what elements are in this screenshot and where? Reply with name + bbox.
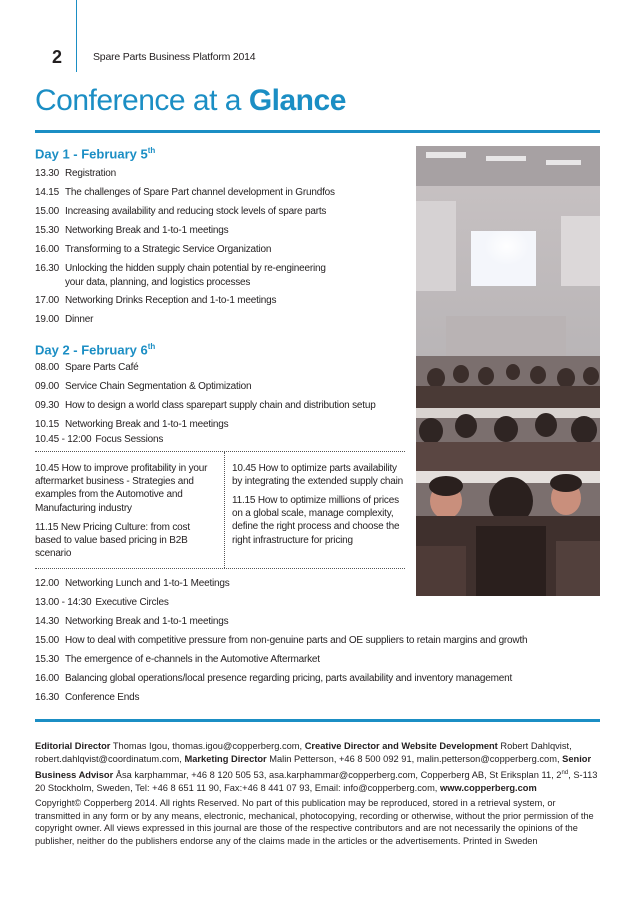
- day2-item: 10.45 - 12:00 Focus Sessions: [35, 434, 164, 445]
- day2-item: 09.30 How to design a world class sparepart supply chain and distribution setup: [35, 400, 376, 411]
- day2-item: 13.00 - 14:30 Executive Circles: [35, 597, 169, 608]
- day2-item: 16.00 Balancing global operations/local presence regarding pricing, parts availability and inventory management: [35, 673, 513, 684]
- session-left-2: 11.15 New Pricing Culture: from cost based to value based pricing in B2B scenario: [35, 522, 190, 560]
- day1-item-continuation: your data, planning, and logistics processes: [65, 277, 251, 288]
- day2-item: 08.00 Spare Parts Café: [35, 362, 139, 373]
- day2-item: 15.30 The emergence of e-channels in the Automotive Aftermarket: [35, 654, 320, 665]
- running-head: Spare Parts Business Platform 2014: [93, 51, 256, 63]
- day2-item: 16.30 Conference Ends: [35, 692, 140, 703]
- day2-item: 14.30 Networking Break and 1-to-1 meetings: [35, 616, 229, 627]
- conference-photo: [416, 146, 600, 596]
- day1-heading: Day 1 - February 5th: [35, 146, 156, 162]
- copyright-notice: Copyright© Copperberg 2014. All rights Reserved. No part of this publication may be reproduced, stored in a retrieval system, or transmitted in any form or by any means, electronic, mechanical, photocopying, recording or otherwise, without the prior permission of the copyright owner. All views expressed in this journal are those of the respective contributors and are not necessarily the opinions of the publisher, neither do the publishers endorse any of the claims made in the articles or the advertisements. Printed in Sweden: [35, 798, 594, 846]
- day1-item: 13.30 Registration: [35, 168, 116, 179]
- day1-item: 19.00 Dinner: [35, 314, 94, 325]
- page-title: [35, 84, 346, 118]
- title-rule: [35, 130, 600, 133]
- footer-rule: [35, 719, 600, 722]
- day1-item: 14.15 The challenges of Spare Part channel development in Grundfos: [35, 187, 335, 198]
- sessions-divider: [224, 452, 225, 568]
- page-number: 2: [52, 47, 63, 67]
- header-divider: [76, 0, 77, 72]
- session-left-1: 10.45 How to improve profitability in your aftermarket business - Strategies and examples from the Automotive and Manufacturing industry: [35, 463, 208, 514]
- credits: Editorial Director Thomas Igou, thomas.igou@copperberg.com, Creative Director and Website Development Robert Dahlqvist, robert.dahlqvist@coordinatum.com, Marketing Director Malin Petterson, +46 8 500 092 91, malin.petterson@copperberg.com, Senior Business Advisor Åsa karphammar, +46 8 120 505 53, asa.karphammar@copperberg.com, Copperberg AB, St Eriksplan 11, 2nd, S-113 20 Stockholm, Sweden, Tel: +46 8 651 11 90, Fax:+46 8 441 07 93, Email: info@copperberg.com, www.copperberg.com: [35, 741, 598, 793]
- session-right-1: 10.45 How to optimize parts availability by integrating the extended supply chain: [232, 463, 404, 488]
- day2-item: 12.00 Networking Lunch and 1-to-1 Meetings: [35, 578, 230, 589]
- session-right-2: 11.15 How to optimize millions of prices on a global scale, manage complexity, define the right process and choose the right infrastructure for pricing: [232, 495, 400, 546]
- day1-item: 15.00 Increasing availability and reducing stock levels of spare parts: [35, 206, 327, 217]
- day1-item: 15.30 Networking Break and 1-to-1 meetings: [35, 225, 229, 236]
- day1-item: 17.00 Networking Drinks Reception and 1-to-1 meetings: [35, 295, 277, 306]
- sessions-bottom-rule: [35, 568, 405, 569]
- day2-item: 09.00 Service Chain Segmentation & Optimization: [35, 381, 252, 392]
- day1-item: 16.00 Transforming to a Strategic Service Organization: [35, 244, 272, 255]
- day2-heading: Day 2 - February 6th: [35, 342, 156, 358]
- title-light: Conference at a: [35, 84, 241, 117]
- title-bold: Glance: [248, 84, 346, 117]
- sessions-top-rule: [35, 451, 405, 452]
- day2-item: 10.15 Networking Break and 1-to-1 meetings: [35, 419, 229, 430]
- day2-item: 15.00 How to deal with competitive pressure from non-genuine parts and OE suppliers to retain margins and growth: [35, 635, 528, 646]
- day1-item: 16.30 Unlocking the hidden supply chain potential by re-engineering: [35, 263, 326, 274]
- website-link[interactable]: www.copperberg.com: [439, 782, 537, 793]
